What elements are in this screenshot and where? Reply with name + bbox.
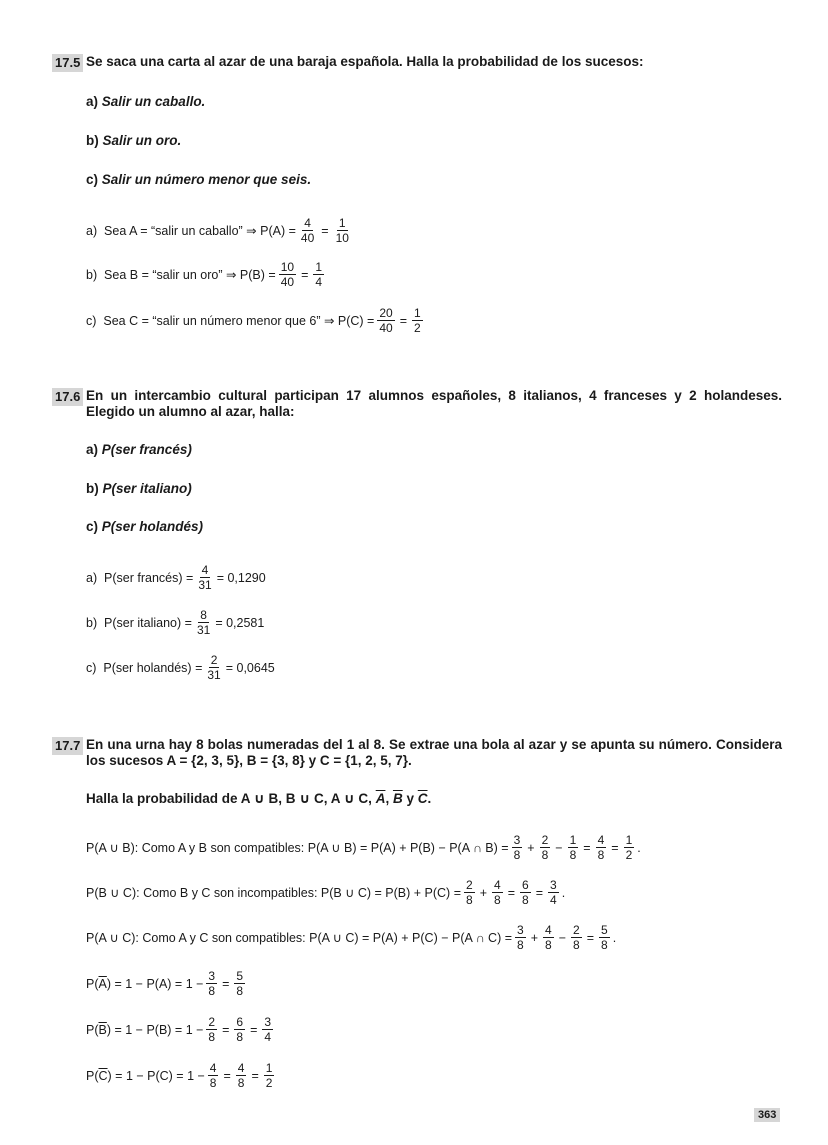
fraction: $\frac{2}{8}$: [573, 923, 580, 952]
fraction: $\frac{1}{8}$: [569, 833, 577, 862]
fraction: $\frac{3}{8}$: [513, 833, 521, 862]
fraction: $\frac{6}{8}$: [522, 878, 529, 907]
solution-b: b) P(ser italiano) = $\frac{8}{31}$ = 0,2581: [86, 608, 265, 637]
fraction: $\frac{8}{31}$: [196, 608, 211, 637]
solution-complement-b: P( $\overline{B}$ ) = 1 − P(B) = 1 − $\frac{2}{8}$ = $\frac{6}{8}$ = $\frac{3}{4}$: [86, 1015, 272, 1044]
fraction: $\frac{2}{8}$: [208, 1015, 216, 1044]
fraction: $\frac{1}{2}$: [625, 833, 633, 862]
question: Halla la probabilidad de A ∪ B, B ∪ C, A ∪ C, $\overline{A}$, $\overline{B}$ y $\overline{C}$.: [86, 791, 432, 806]
fraction: $\frac{4}{8}$: [494, 878, 501, 907]
fraction: $\frac{4}{8}$: [545, 923, 552, 952]
problem-number: 17.5: [52, 54, 83, 72]
problem-statement: Se saca una carta al azar de una baraja española. Halla la probabilidad de los sucesos:: [86, 54, 644, 69]
fraction: $\frac{2}{8}$: [541, 833, 549, 862]
problem-number: 17.7: [52, 737, 83, 755]
solution-c: c) Sea C = “salir un número menor que 6” ⇒ P(C) = $\frac{20}{40}$ = $\frac{1}{2}$: [86, 306, 421, 335]
fraction: $\frac{1}{2}$: [265, 1061, 273, 1090]
fraction: $\frac{3}{8}$: [208, 969, 216, 998]
solution-b: b) Sea B = “salir un oro” ⇒ P(B) = $\frac{10}{40}$ = $\frac{1}{4}$: [86, 260, 323, 289]
sub-question-b: b) P(ser italiano): [86, 481, 192, 496]
sub-question-c: c) Salir un número menor que seis.: [86, 172, 312, 187]
problem-statement: En un intercambio cultural participan 17 alumnos españoles, 8 italianos, 4 franceses y 2 holandeses. Elegido un alumno al azar, halla:: [86, 388, 782, 419]
fraction: $\frac{2}{31}$: [207, 653, 221, 682]
solution-complement-a: P( $\overline{A}$ ) = 1 − P(A) = 1 − $\frac{3}{8}$ = $\frac{5}{8}$: [86, 969, 244, 998]
fraction: $\frac{4}{40}$: [300, 216, 315, 245]
solution-a: a) P(ser francés) = $\frac{4}{31}$ = 0,1290: [86, 563, 266, 592]
fraction: $\frac{10}{40}$: [280, 260, 295, 289]
fraction: $\frac{4}{8}$: [597, 833, 605, 862]
fraction: $\frac{4}{8}$: [237, 1061, 245, 1090]
sub-question-a: a) P(ser francés): [86, 442, 192, 457]
solution-a-union-b: P(A ∪ B): Como A y B son compatibles: P(A ∪ B) = P(A) + P(B) − P(A ∩ B) = $\frac{3}{8}$ + $\frac{2}{8}$ − $\frac{1}{8}$ = $\frac{4}{8}$ = $\frac{1}{2}$ .: [86, 833, 641, 862]
fraction: $\frac{3}{4}$: [550, 878, 557, 907]
fraction: $\frac{1}{4}$: [315, 260, 323, 289]
page-number: 363: [754, 1108, 780, 1122]
fraction: $\frac{4}{31}$: [198, 563, 212, 592]
solution-a-union-c: P(A ∪ C): Como A y C son compatibles: P(A ∪ C) = P(A) + P(C) − P(A ∩ C) = $\frac{3}{8}$ + $\frac{4}{8}$ − $\frac{2}{8}$ = $\frac{5}{8}$ .: [86, 923, 617, 952]
fraction: $\frac{3}{8}$: [517, 923, 524, 952]
fraction: $\frac{3}{4}$: [264, 1015, 272, 1044]
fraction: $\frac{5}{8}$: [236, 969, 244, 998]
fraction: $\frac{1}{10}$: [335, 216, 349, 245]
fraction: $\frac{5}{8}$: [601, 923, 608, 952]
sub-question-c: c) P(ser holandés): [86, 519, 204, 534]
solution-c: c) P(ser holandés) = $\frac{2}{31}$ = 0,0645: [86, 653, 275, 682]
sub-question-b: b) Salir un oro.: [86, 133, 182, 148]
solution-b-union-c: P(B ∪ C): Como B y C son incompatibles: P(B ∪ C) = P(B) + P(C) = $\frac{2}{8}$ + $\frac{4}{8}$ = $\frac{6}{8}$ = $\frac{3}{4}$ .: [86, 878, 566, 907]
solution-a: a) Sea A = “salir un caballo” ⇒ P(A) = $\frac{4}{40}$ = $\frac{1}{10}$: [86, 216, 349, 245]
sub-question-a: a) Salir un caballo.: [86, 94, 206, 109]
problem-statement: En una urna hay 8 bolas numeradas del 1 al 8. Se extrae una bola al azar y se apunta su número. Considera los sucesos A = {2, 3, 5}, B = {3, 8} y C = {1, 2, 5, 7}.: [86, 737, 782, 768]
fraction: $\frac{20}{40}$: [379, 306, 393, 335]
fraction: $\frac{6}{8}$: [236, 1015, 244, 1044]
fraction: $\frac{2}{8}$: [466, 878, 473, 907]
fraction: $\frac{4}{8}$: [209, 1061, 217, 1090]
fraction: $\frac{1}{2}$: [414, 306, 421, 335]
solution-complement-c: P( $\overline{C}$ ) = 1 − P(C) = 1 − $\frac{4}{8}$ = $\frac{4}{8}$ = $\frac{1}{2}$: [86, 1061, 273, 1090]
problem-number: 17.6: [52, 388, 83, 406]
